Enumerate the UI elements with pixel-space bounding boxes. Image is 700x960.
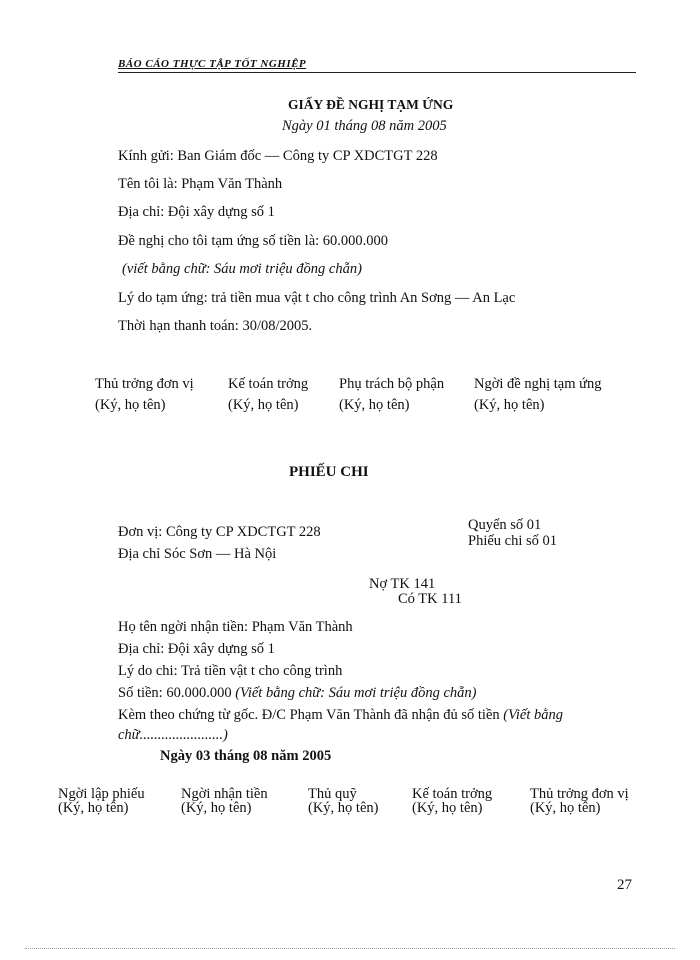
signature-role: Phụ trách bộ phận [339, 376, 445, 392]
voucher-attached-words: (Viết bằng [503, 707, 564, 723]
running-header: BÁO CÁO THỰC TẬP TỐT NGHIỆP [118, 58, 307, 70]
voucher-address: Địa chỉ Sóc Sơn — Hà Nội [118, 546, 277, 562]
request-title: GIẤY ĐỀ NGHỊ TẠM ỨNG [288, 97, 454, 112]
voucher-recipient: Họ tên ngời nhận tiền: Phạm Văn Thành [118, 619, 353, 635]
request-line: Đề nghị cho tôi tạm ứng số tiền là: 60.000.000 [118, 233, 389, 249]
request-line: Thời hạn thanh toán: 30/08/2005. [118, 318, 313, 334]
request-line: Địa chỉ: Đội xây dựng số 1 [118, 204, 275, 220]
signature-role: Kế toán trởng [412, 786, 493, 802]
request-line: Kính gửi: Ban Giám đốc — Công ty CP XDCTGT 228 [118, 148, 438, 164]
voucher-attached: Kèm theo chứng từ gốc. Đ/C Phạm Văn Thành đã nhận đủ số tiền [118, 707, 500, 723]
signature-role: Ngời lập phiếu [58, 786, 145, 802]
signature-note: (Ký, họ tên) [95, 397, 166, 413]
voucher-unit: Đơn vị: Công ty CP XDCTGT 228 [118, 524, 321, 540]
voucher-book-no: Quyển số 01 [468, 517, 542, 533]
signature-role: Thủ quỹ [308, 786, 357, 802]
signature-note: (Ký, họ tên) [228, 397, 299, 413]
voucher-number: Phiếu chi số 01 [468, 533, 558, 549]
signature-note: (Ký, họ tên) [181, 800, 252, 816]
voucher-credit: Có TK 111 [398, 591, 462, 607]
voucher-debit: Nợ TK 141 [369, 576, 436, 592]
voucher-date: Ngày 03 tháng 08 năm 2005 [160, 748, 332, 764]
signature-note: (Ký, họ tên) [474, 397, 545, 413]
voucher-reason: Lý do chi: Trả tiền vật t cho công trình [118, 663, 343, 679]
signature-note: (Ký, họ tên) [308, 800, 379, 816]
voucher-attached-line [118, 707, 563, 724]
signature-role: Thủ trởng đơn vị [95, 376, 194, 392]
signature-note: (Ký, họ tên) [339, 397, 410, 413]
signature-note: (Ký, họ tên) [530, 800, 601, 816]
voucher-recipient-address: Địa chỉ: Đội xây dựng số 1 [118, 641, 275, 657]
signature-role: Kế toán trởng [228, 376, 309, 392]
header-rule [118, 72, 636, 73]
signature-role: Thủ trởng đơn vị [530, 786, 629, 802]
request-date: Ngày 01 tháng 08 năm 2005 [282, 118, 447, 134]
request-line: (viết bằng chữ: Sáu mơi triệu đồng chẵn) [122, 261, 362, 277]
page-number: 27 [617, 877, 632, 893]
voucher-attached-words-2: chữ.......................) [118, 727, 228, 743]
request-line: Tên tôi là: Phạm Văn Thành [118, 176, 283, 192]
signature-note: (Ký, họ tên) [58, 800, 129, 816]
request-line: Lý do tạm ứng: trả tiền mua vật t cho công trình An Sơng — An Lạc [118, 290, 516, 306]
voucher-amount-words: (Viết bằng chữ: Sáu mơi triệu đồng chẵn) [235, 685, 477, 701]
voucher-amount: Số tiền: 60.000.000 [118, 685, 232, 701]
page-bottom-border [25, 948, 675, 949]
signature-role: Ngời đề nghị tạm ứng [474, 376, 602, 392]
signature-note: (Ký, họ tên) [412, 800, 483, 816]
voucher-title: PHIẾU CHI [289, 464, 369, 480]
signature-role: Ngời nhận tiền [181, 786, 268, 802]
voucher-amount-line [118, 685, 477, 702]
